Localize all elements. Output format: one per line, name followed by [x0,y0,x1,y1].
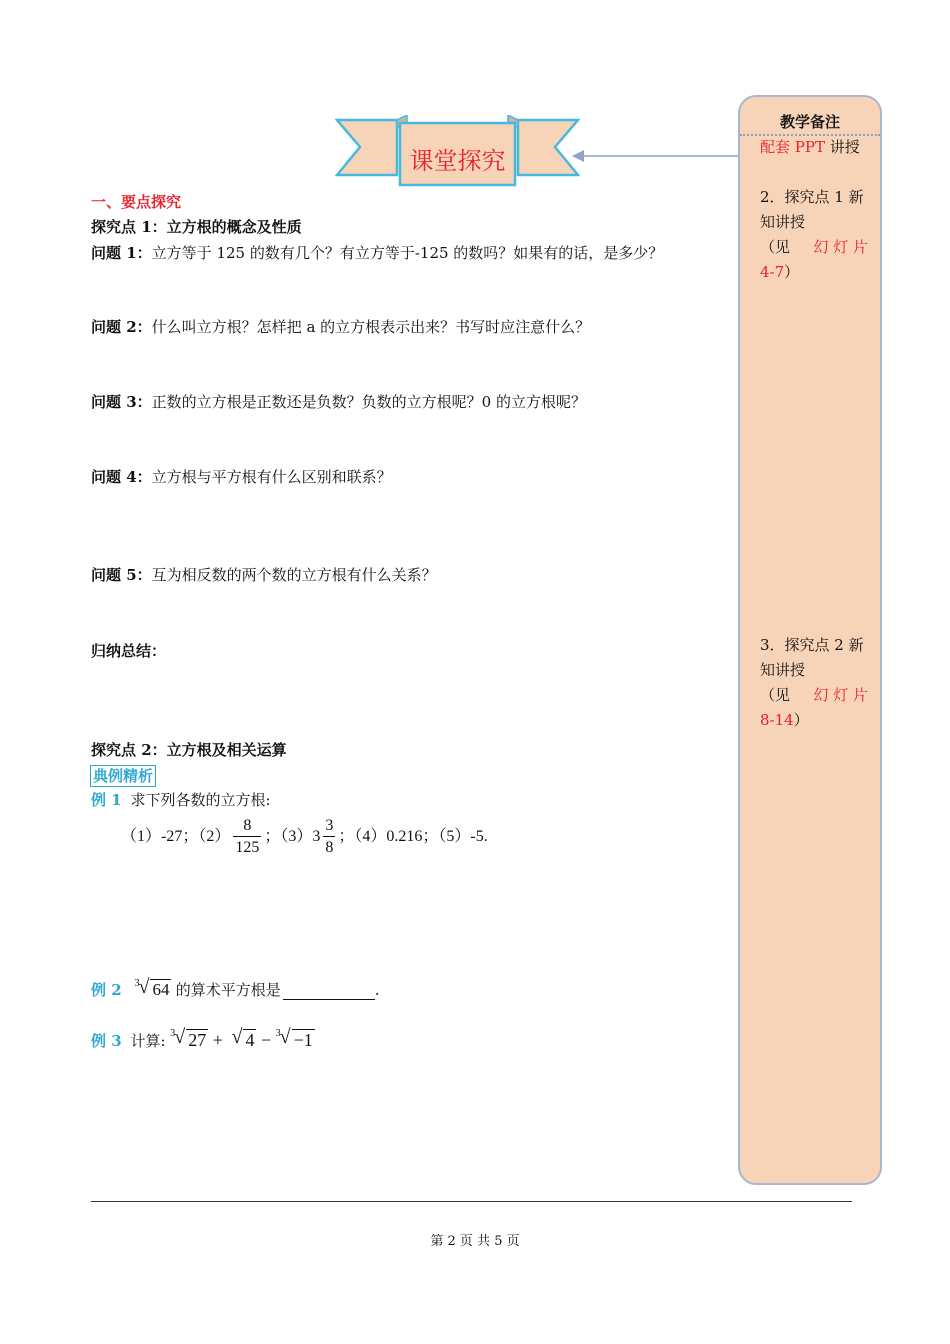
example-label: 例 1 [91,791,122,809]
ppt-note-red2: PPT [794,138,825,156]
point2-heading: 探究点 2：立方根及相关运算 [91,741,287,759]
note-3 [760,633,868,733]
fraction-numerator: 3 [323,815,335,837]
item-text: （1）-27；（2） [121,828,231,845]
page-number: 第 2 页 共 5 页 [430,1234,520,1249]
example-1-items [121,815,488,858]
example-3 [91,1026,315,1051]
example-label: 例 2 [91,981,122,999]
note-slides: 幻 灯 片 [813,238,868,256]
example-text: 的算术平方根是 [175,981,281,999]
root-index: 3 [170,1028,176,1039]
summary-label: 归纳总结： [91,642,167,660]
answer-blank[interactable] [283,983,375,1000]
sidebar-title: 教学备注 [779,113,840,131]
question-text: 互为相反数的两个数的立方根有什么关系？ [151,566,437,584]
note-text: ） [784,263,800,281]
cube-root [170,1026,208,1050]
minus-sign: − [260,1030,272,1050]
root-index: 3 [134,978,140,989]
cube-root [275,1026,315,1050]
example-1 [91,790,271,810]
question-text: 什么叫立方根？怎样把 a 的立方根表示出来？书写时应注意什么？ [151,318,591,336]
question-1 [91,243,663,263]
question-2 [91,317,590,337]
question-3 [91,392,586,412]
radical-icon: √ [174,1026,186,1048]
fraction [233,815,261,858]
radical-icon: √ [138,976,150,998]
banner-title: 课堂探究 [409,147,506,175]
item-text: ；（3）3 [264,828,321,845]
teaching-notes-sidebar [738,95,882,1185]
question-label: 问题 1： [91,244,152,262]
plus-sign: + [212,1030,223,1050]
note-line [760,260,868,285]
arrow-icon [570,148,742,164]
note-line: 2．探究点 1 新 [760,188,864,206]
fraction-denominator: 125 [235,839,260,856]
example-end: . [374,981,380,999]
cube-root [134,976,171,1000]
question-label: 问题 4： [91,468,152,486]
section-heading: 一、要点探究 [91,193,182,211]
note-text: ） [793,711,809,729]
item-text: ；（4）0.216；（5）-5. [338,828,488,845]
ppt-note-red: 配套 [760,138,791,156]
example-text: 计算: [130,1032,166,1050]
question-5 [91,565,437,585]
example-text: 求下列各数的立方根: [130,791,271,809]
root-body: −1 [293,1030,313,1050]
example-2 [91,976,380,1000]
typical-examples-box: 典例精析 [90,765,156,787]
fraction-numerator: 8 [233,815,261,837]
root-body: 4 [245,1030,255,1050]
radical-icon: √ [279,1026,291,1048]
root-body: 64 [152,980,170,999]
note-text: （见 [760,686,791,704]
note-slides-range: 4-7 [760,263,785,281]
note-slides-range: 8-14 [760,711,794,729]
question-text: 立方根与平方根有什么区别和联系？ [151,468,392,486]
note-line: 3．探究点 2 新 [760,636,864,654]
note-2 [760,185,868,285]
root-index: 3 [275,1028,281,1039]
question-label: 问题 3： [91,393,152,411]
question-label: 问题 5： [91,566,152,584]
note-line [760,235,868,260]
note-slides: 幻 灯 片 [813,686,868,704]
note-text: （见 [760,238,791,256]
point1-heading: 探究点 1：立方根的概念及性质 [91,218,302,236]
question-text: 正数的立方根是正数还是负数？负数的立方根呢？0 的立方根呢？ [151,393,586,411]
ppt-note-black: 讲授 [829,138,860,156]
fraction-denominator: 8 [325,839,334,856]
question-label: 问题 2： [91,318,152,336]
example-label: 例 3 [91,1032,122,1050]
fraction [323,815,335,858]
root-body: 27 [188,1030,207,1050]
question-text: 立方等于 125 的数有几个？有立方等于-125 的数吗？如果有的话，是多少？ [151,244,664,262]
note-line: 知讲授 [760,661,806,679]
footer-rule [91,1201,852,1202]
square-root [231,1026,256,1050]
radical-icon: √ [231,1026,243,1048]
note-line [760,683,868,708]
question-4 [91,467,392,487]
note-line [760,708,868,733]
note-line: 知讲授 [760,213,806,231]
ppt-note [760,135,868,160]
